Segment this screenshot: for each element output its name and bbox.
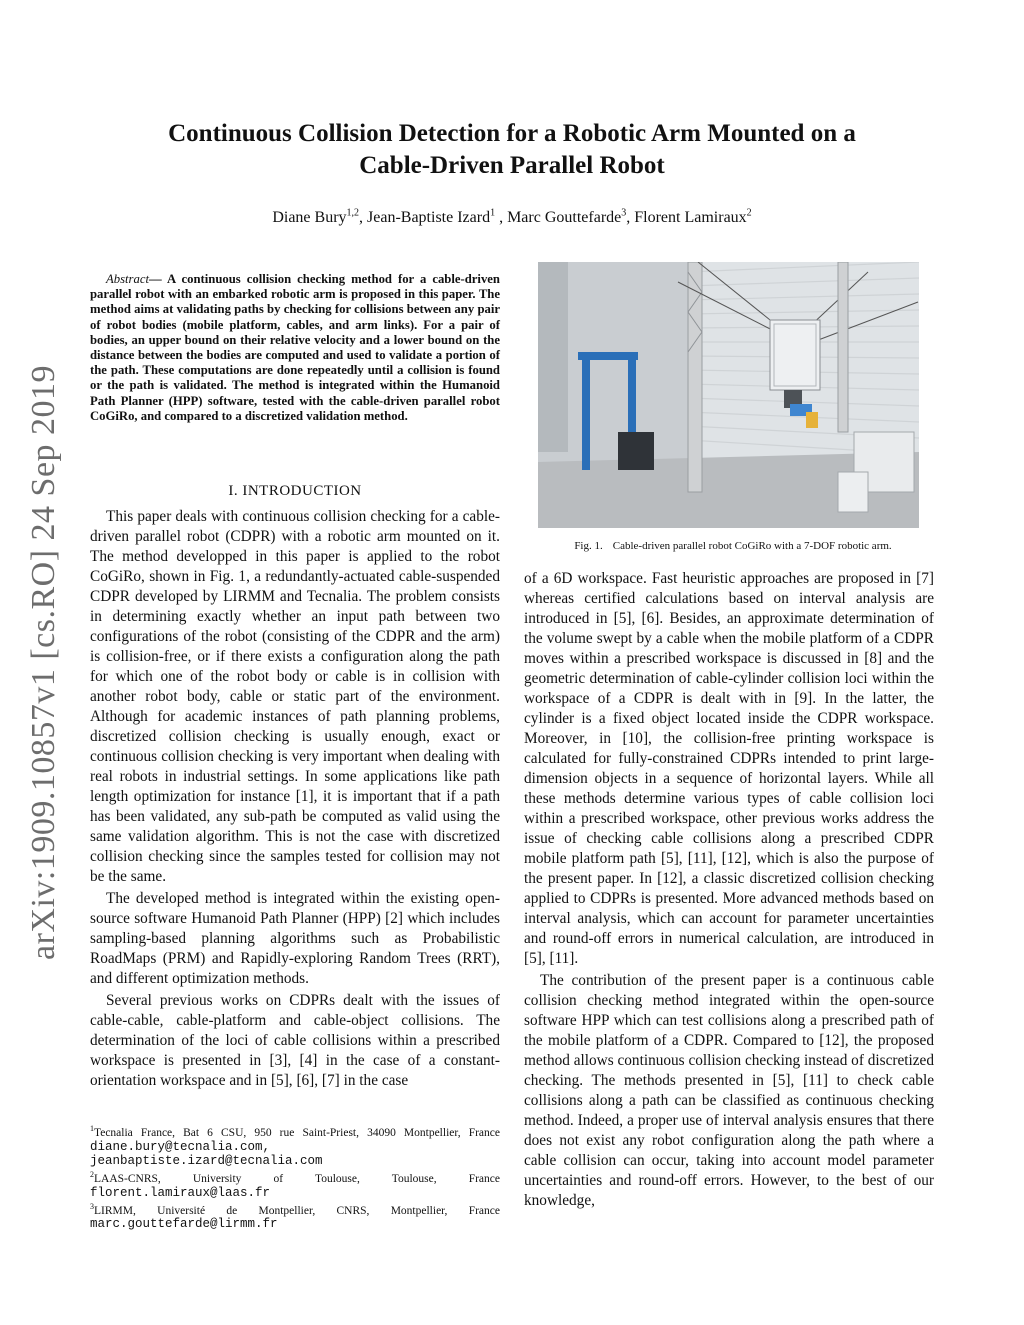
author: Florent Lamiraux$^2$ (634, 208, 752, 227)
paragraph: This paper deals with continuous collision checking for a cable-driven parallel robot (CDPR) with a robotic arm mounted on it. The method developped in this paper is applied to the robot CoGiRo, shown in Fig. 1, a redundantly-actuated cable-suspended CDPR developed by LIRMM and Tecnalia. The problem consists in determining exactly whether an input path between two configurations of the robot (consisting of the CDPR and the arm) is collision-free, or if there exists a configuration along the path for which one of the robot body or cable is in collision with another robot body, cable or static part of the environment. Although for academic instances of path planning problems, discretized collision checking is usually enough, exact or continuous collision checking is very important when dealing with real robots in industrial settings. In some applications like path length optimization for instance [1], it is important that if a path has been validated, any sub-path be computed as valid using the same validation algorithm. This is not the case with discretized collision checking since the samples tested for collision may not be the same. (90, 508, 500, 885)
footnote: $^2$LAAS-CNRS, University of Toulouse, Toulouse, France florent.lamiraux@laas.fr (90, 1169, 500, 1200)
figure-number: Fig. 1. (574, 540, 603, 552)
author: Marc Gouttefarde$^3$, (507, 208, 635, 227)
abstract-lead: Abstract (106, 272, 149, 286)
figure-caption-text: Cable-driven parallel robot CoGiRo with a 7-DOF robotic arm. (612, 540, 892, 552)
paragraph: Several previous works on CDPRs dealt with the issues of cable-cable, cable-platform and cable-object collisions. The determination of the loci of cable collisions within a prescribed workspace is presented in [3], [4] in the case of a constant-orientation workspace and in [5], [6], [7] in the case (90, 992, 500, 1089)
author: Diane Bury$^{1,2}$, (272, 208, 368, 227)
title-line-1: Continuous Collision Detection for a Robotic Arm Mounted on a (168, 120, 856, 147)
figure-link[interactable]: 1 (238, 568, 247, 585)
figure-photo (538, 262, 919, 528)
author-list (100, 208, 924, 227)
abstract-text: — A continuous collision checking method for a cable-driven parallel robot with an embarked robotic arm is proposed in this paper. The method aims at validating paths by checking for collisions between any pair of robot bodies (mobile platform, cables, and arm links). For a pair of bodies, an upper bound on their relative velocity and a lower bound on the distance between the bodies are computed and used to validate a portion of the path. These computations are done repeatedly until a collision is found or the path is validated. The method is integrated within the Humanoid Path Planner (HPP) software, tested with the cable-driven parallel robot CoGiRo, and compared to a discretized validation method. (90, 272, 500, 423)
email-link[interactable]: marc.gouttefarde@lirmm.fr (90, 1217, 278, 1232)
figure-caption (528, 540, 938, 552)
abstract (90, 272, 500, 424)
section-heading: I. INTRODUCTION (228, 483, 362, 499)
paragraph: of a 6D workspace. Fast heuristic approaches are proposed in [7] whereas certified calculations based on interval analysis are introduced in [5], [6]. Besides, an approximate determination of the volume swept by a cable when the mobile platform of a CDPR moves within a prescribed workspace is discussed in [8] and the geometric determination of cable-cylinder collision loci within the workspace of a CDPR is dealt with in [9]. In the latter, the cylinder is a fixed object located inside the CDPR workspace. Moreover, in [10], the collision-free printing workspace is calculated for fully-constrained CDPRs intended to print large-dimension objects in a sequence of horizontal layers. While all these methods determine various types of cable collision loci within a prescribed workspace, other previous works address the issue of checking cable collisions along a prescribed CDPR mobile platform path [5], [11], [12], which is also the purpose of the present paper. In [12], a classic discretized collision checking applied to CDPRs is presented. More advanced methods based on interval analysis, which can account for parameter uncertainties and round-off errors in numerical calculation, are introduced in [5], [11]. (524, 570, 934, 967)
right-column-body (524, 569, 934, 1211)
email-link[interactable]: diane.bury@tecnalia.com, jeanbaptiste.izard@tecnalia.com (90, 1139, 323, 1168)
paragraph: The contribution of the present paper is a continuous cable collision checking method integrated within the open-source software HPP which can test collisions along a prescribed path of the mobile platform of a CDPR. Compared to [12], the proposed method allows continuous collision checking instead of discretized checking. The methods presented in [5], [11] to check cable collisions along a path can be classified as continuous checking method. Indeed, a proper use of interval analysis ensures that there does not exist any robot configuration along the path where a cable collision can occur, taking into account model parameter uncertainties and round-off errors. However, to the best of our knowledge, (524, 972, 934, 1209)
arxiv-stamp: arXiv:1909.10857v1 [cs.RO] 24 Sep 2019 (25, 364, 62, 960)
author: Jean-Baptiste Izard$^1$ , (367, 208, 508, 227)
paragraph: The developed method is integrated within the existing open-source software Humanoid Path Planner (HPP) [2] which includes sampling-based planning algorithms such as Probabilistic RoadMaps (PRM) and Rapidly-exploring Random Trees (RRT), and different optimization methods. (90, 890, 500, 987)
email-link[interactable]: florent.lamiraux@laas.fr (90, 1185, 271, 1200)
footnotes (90, 1122, 500, 1231)
robot-photo-illustration (538, 262, 919, 528)
footnote: $^1$Tecnalia France, Bat 6 CSU, 950 rue Saint-Priest, 34090 Montpellier, France diane.bury@tecnalia.com, jeanbaptiste.izard@tecnalia.com (90, 1124, 500, 1168)
footnote: $^3$LIRMM, Université de Montpellier, CNRS, Montpellier, France marc.gouttefarde@lirmm.fr (90, 1201, 500, 1232)
left-column-body (90, 507, 500, 1091)
paper-title (100, 118, 924, 182)
title-line-2: Cable-Driven Parallel Robot (359, 152, 665, 179)
